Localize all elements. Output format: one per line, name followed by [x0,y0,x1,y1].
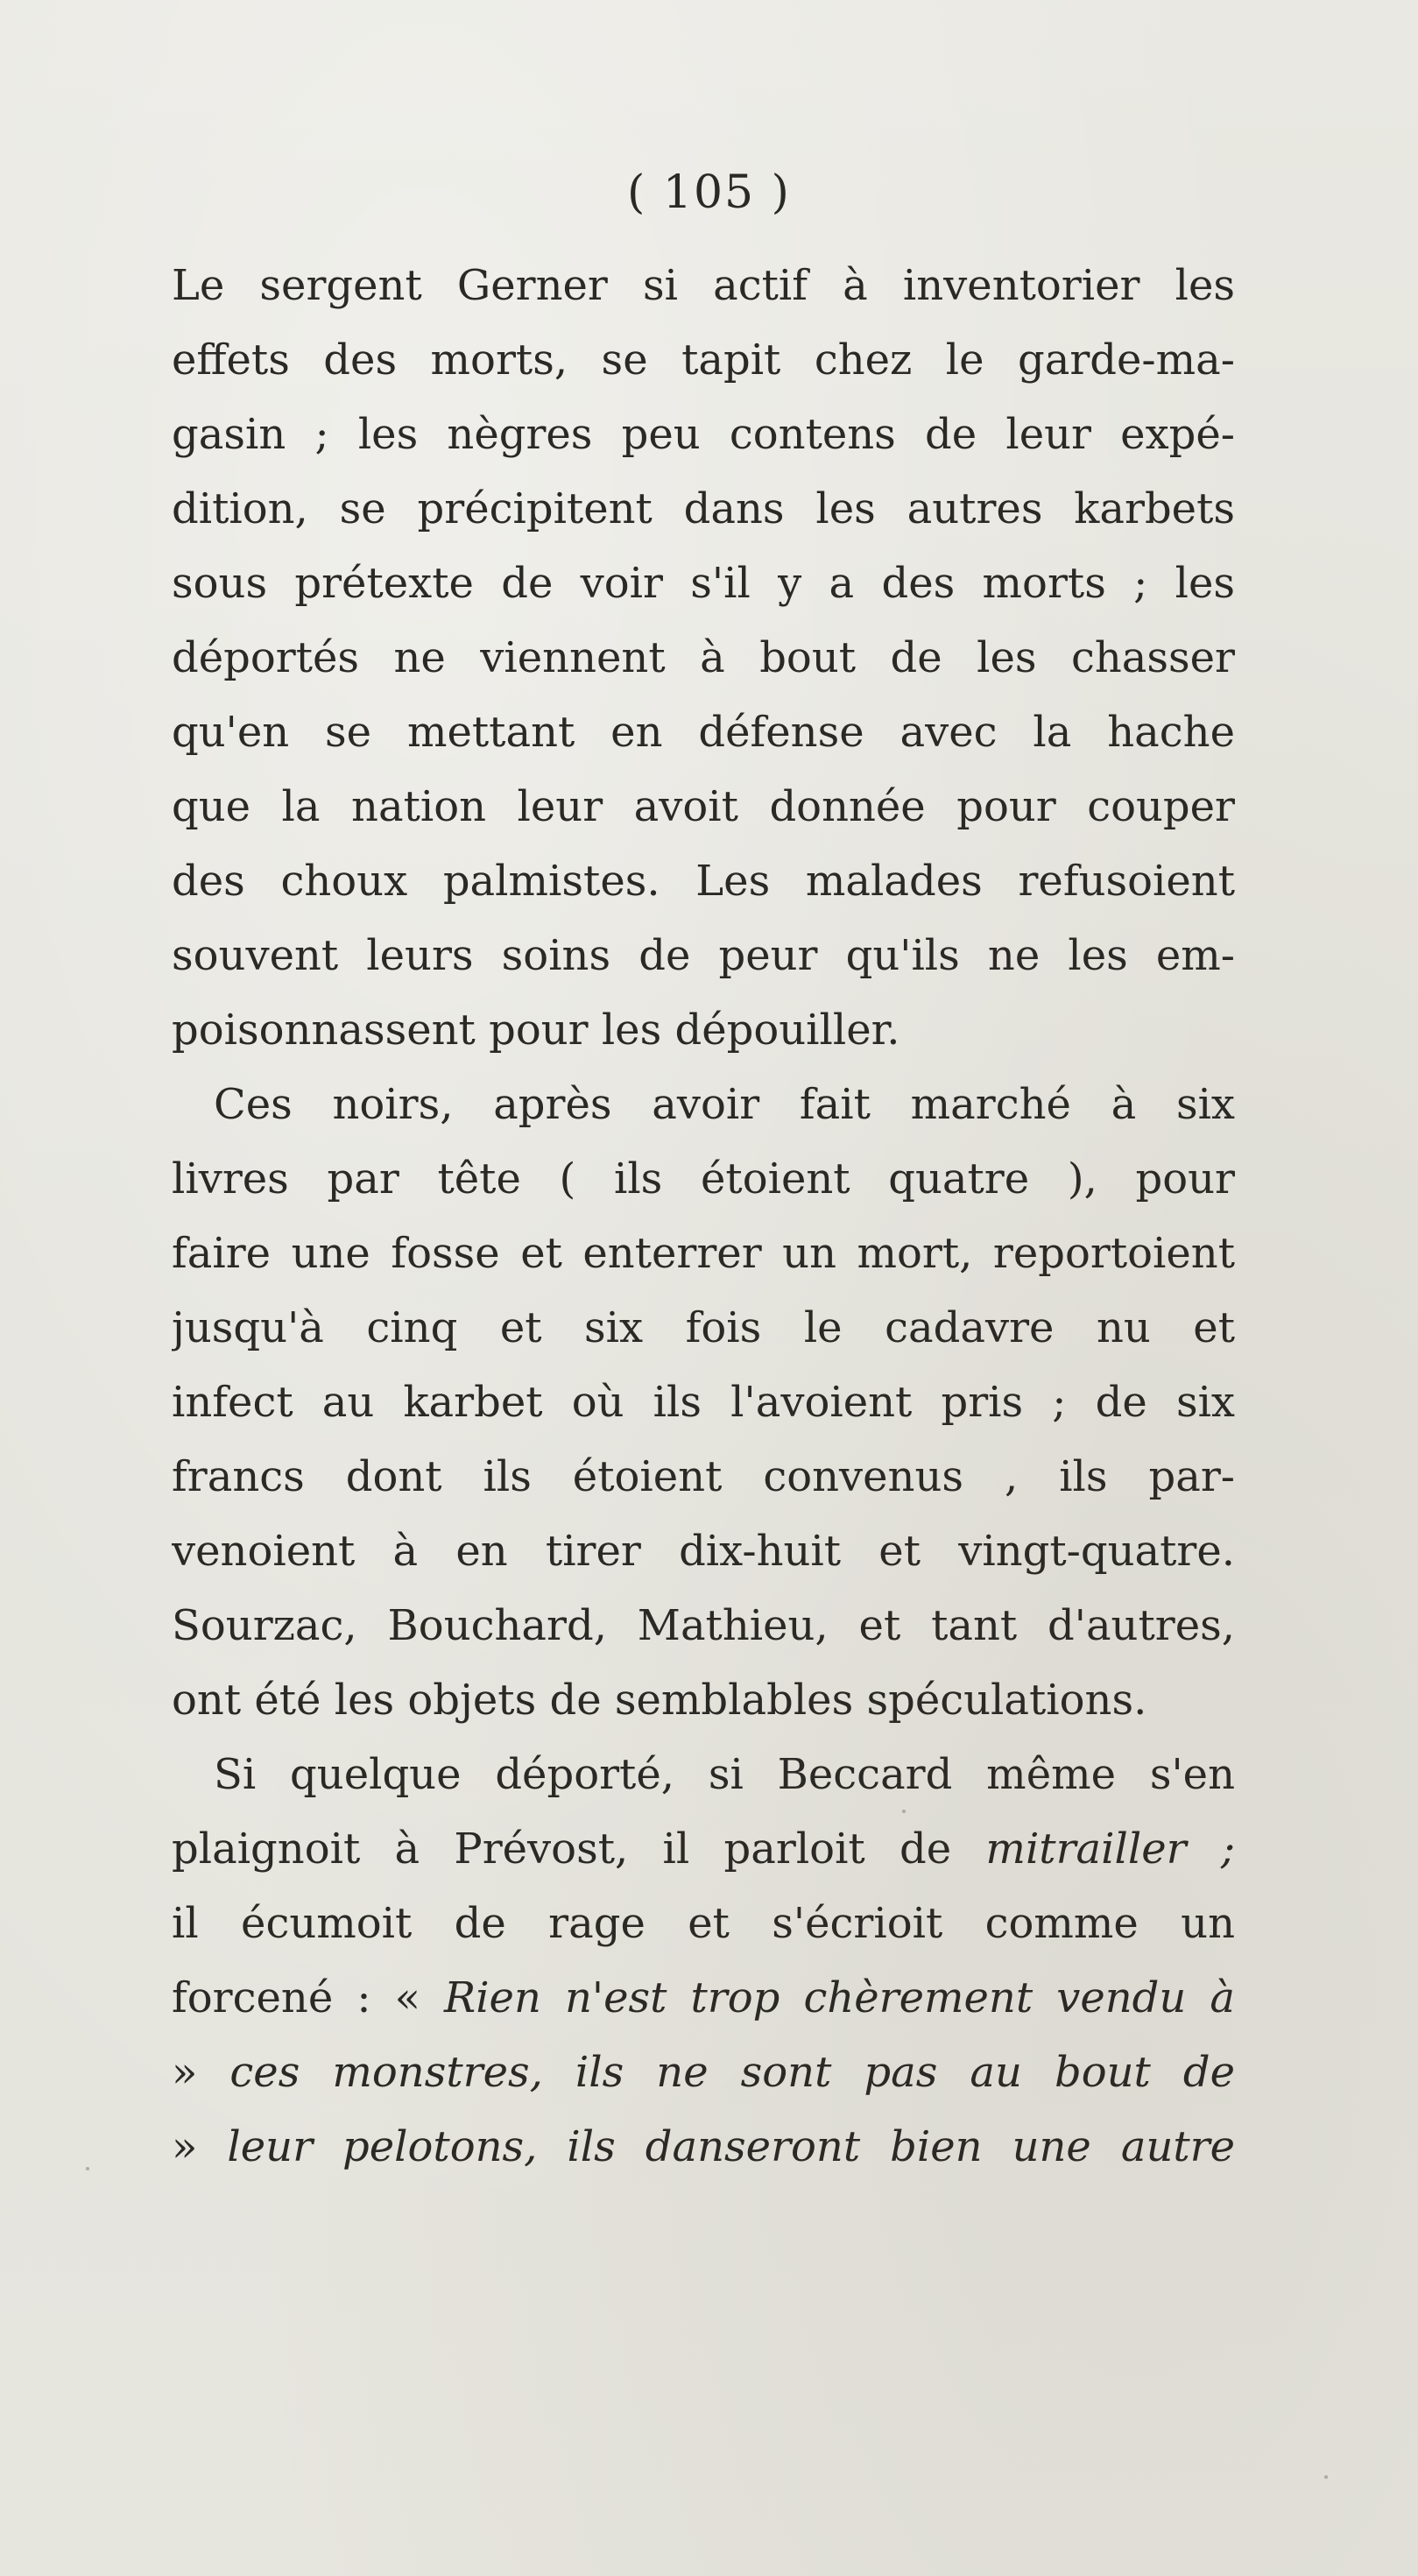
quote-mark: » [172,2122,228,2171]
text-line: jusqu'à cinq et six fois le cadavre nu et [172,1303,1235,1352]
italic-text-segment: ces monstres, ils ne sont pas au bout de [229,2048,1235,2097]
text-line: il écumoit de rage et s'écrioit comme un [172,1899,1235,1948]
paragraph-end-line: poisonnassent pour les dépouiller. [172,1006,900,1055]
text-line: souvent leurs soins de peur qu'ils ne les em- [172,931,1235,980]
text-line: dition, se précipitent dans les autres karbets [172,484,1235,533]
text-line: déportés ne viennent à bout de les chasser [172,633,1235,682]
text-line: effets des morts, se tapit chez le garde-ma- [172,335,1235,385]
quote-mark: » [172,2048,230,2097]
paragraph-end-line: ont été les objets de semblables spéculations. [172,1676,1147,1725]
text-line: livres par tête ( ils étoient quatre ), pour [172,1154,1235,1203]
text-segment: forcené : « [172,1973,445,2022]
paragraph-start-line: Ces noirs, après avoir fait marché à six [214,1080,1235,1129]
text-line: infect au karbet où ils l'avoient pris ; de six [172,1378,1235,1427]
text-segment: plaignoit à Prévost, il parloit de [172,1824,986,1874]
text-line: Le sergent Gerner si actif à inventorier les [172,261,1235,310]
mixed-text-line [172,1961,1235,2036]
italic-text-segment: mitrailler ; [985,1824,1235,1874]
mixed-text-line [172,2036,1235,2110]
text-line: francs dont ils étoient convenus , ils par- [172,1452,1235,1501]
text-line: sous prétexte de voir s'il y a des morts ; les [172,559,1235,608]
text-line: faire une fosse et enterrer un mort, reportoient [172,1229,1235,1278]
paper-speck [86,2167,89,2170]
text-line: des choux palmistes. Les malades refusoient [172,857,1235,906]
paper-speck [1324,2475,1328,2479]
text-line: gasin ; les nègres peu contens de leur expé- [172,410,1235,459]
body-text [172,249,1235,2184]
italic-text-segment: leur pelotons, ils danseront bien une autre [227,2122,1235,2171]
text-line: qu'en se mettant en défense avec la hache [172,708,1235,757]
paper-speck [902,1810,906,1813]
paragraph-start-line: Si quelque déporté, si Beccard même s'en [214,1750,1235,1799]
text-line: Sourzac, Bouchard, Mathieu, et tant d'autres, [172,1601,1235,1650]
italic-text-segment: Rien n'est trop chèrement vendu à [444,1973,1235,2022]
text-line: que la nation leur avoit donnée pour couper [172,782,1235,831]
mixed-text-line [172,1812,1235,1887]
page-number: ( 105 ) [627,166,791,219]
mixed-text-line [172,2110,1235,2184]
text-line: venoient à en tirer dix-huit et vingt-quatre. [172,1527,1235,1576]
